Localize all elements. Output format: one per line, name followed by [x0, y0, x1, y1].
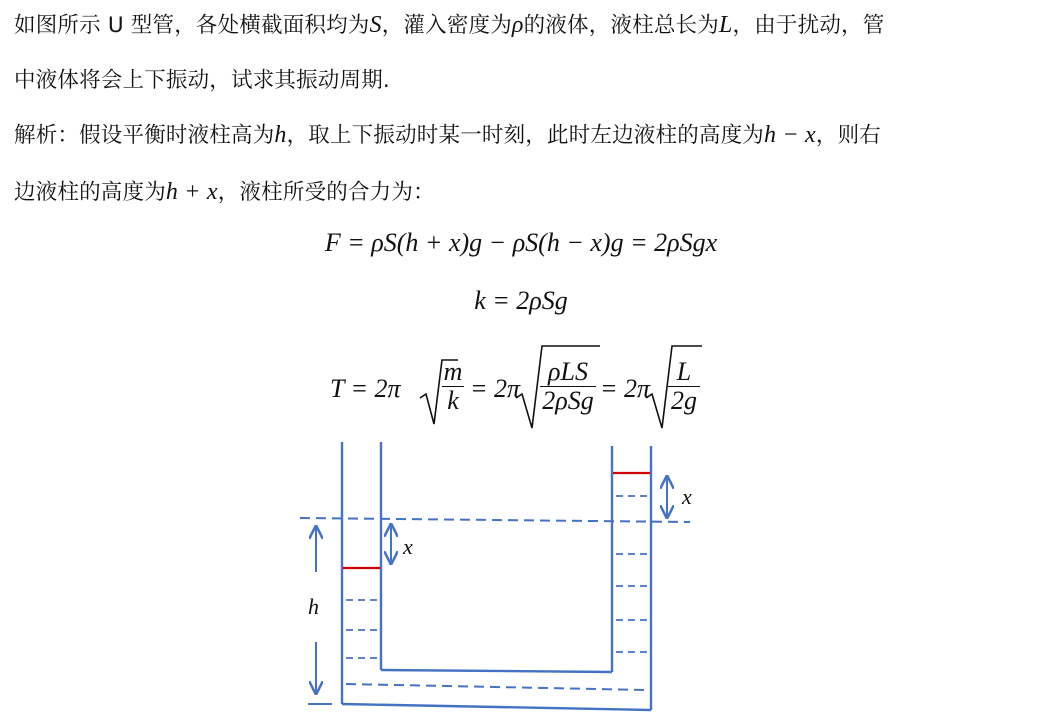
problem-line-1: [14, 8, 884, 39]
period-lhs: T = 2π: [330, 374, 401, 403]
var-l: L: [718, 12, 733, 38]
liquid-dash-bottom: [346, 684, 646, 690]
left-liquid-dashes: [346, 600, 378, 658]
problem-line-2: 中液体将会上下振动，试求其振动周期.: [14, 68, 390, 93]
problem-text: 如图所示 U 型管，各处横截面积均为: [14, 13, 370, 38]
u-tube-diagram: [290, 436, 710, 716]
frac-numerator: m: [443, 357, 463, 386]
period-eq-3: = 2π: [600, 374, 651, 403]
u-tube: [342, 442, 651, 710]
var-h: h: [274, 122, 287, 148]
fraction-l-over-2g: [668, 358, 700, 415]
expr-h-minus-x: h − x: [764, 122, 816, 148]
var-rho: ρ: [511, 12, 524, 38]
k-equation: k = 2ρSg: [474, 286, 568, 315]
frac-denominator: 2ρSg: [540, 386, 596, 415]
solution-text: 解析：假设平衡时液柱高为: [14, 123, 275, 148]
problem-text: ，灌入密度为: [381, 13, 512, 38]
right-liquid-dashes: [616, 496, 648, 652]
frac-numerator: L: [676, 357, 692, 386]
frac-denominator: 2g: [668, 386, 700, 415]
fraction-m-over-k: [442, 358, 464, 415]
label-x-right: x: [682, 484, 692, 509]
label-x-left: x: [403, 534, 413, 559]
force-equation: F = ρS(h + x)g − ρS(h − x)g = 2ρSgx: [324, 228, 718, 257]
solution-line-1: [14, 118, 881, 149]
var-s: S: [369, 12, 382, 38]
solution-text: 边液柱的高度为: [14, 180, 166, 205]
solution-text: ，液柱所受的合力为：: [217, 180, 435, 205]
solution-text: ，取上下振动时某一时刻，此时左边液柱的高度为: [286, 123, 765, 148]
solution-line-2: [14, 175, 435, 206]
problem-text: ，由于扰动，管: [732, 13, 885, 38]
frac-denominator: k: [442, 386, 464, 415]
label-h: h: [308, 594, 319, 619]
fraction-rho-ls-over-2rhosg: [540, 358, 596, 415]
expr-h-plus-x: h + x: [165, 179, 218, 205]
equilibrium-line: [300, 518, 690, 522]
frac-numerator: ρLS: [548, 357, 588, 386]
period-eq-2: = 2π: [470, 374, 521, 403]
problem-text: 的液体，液柱总长为: [523, 13, 719, 38]
solution-text: ，则右: [815, 123, 881, 148]
